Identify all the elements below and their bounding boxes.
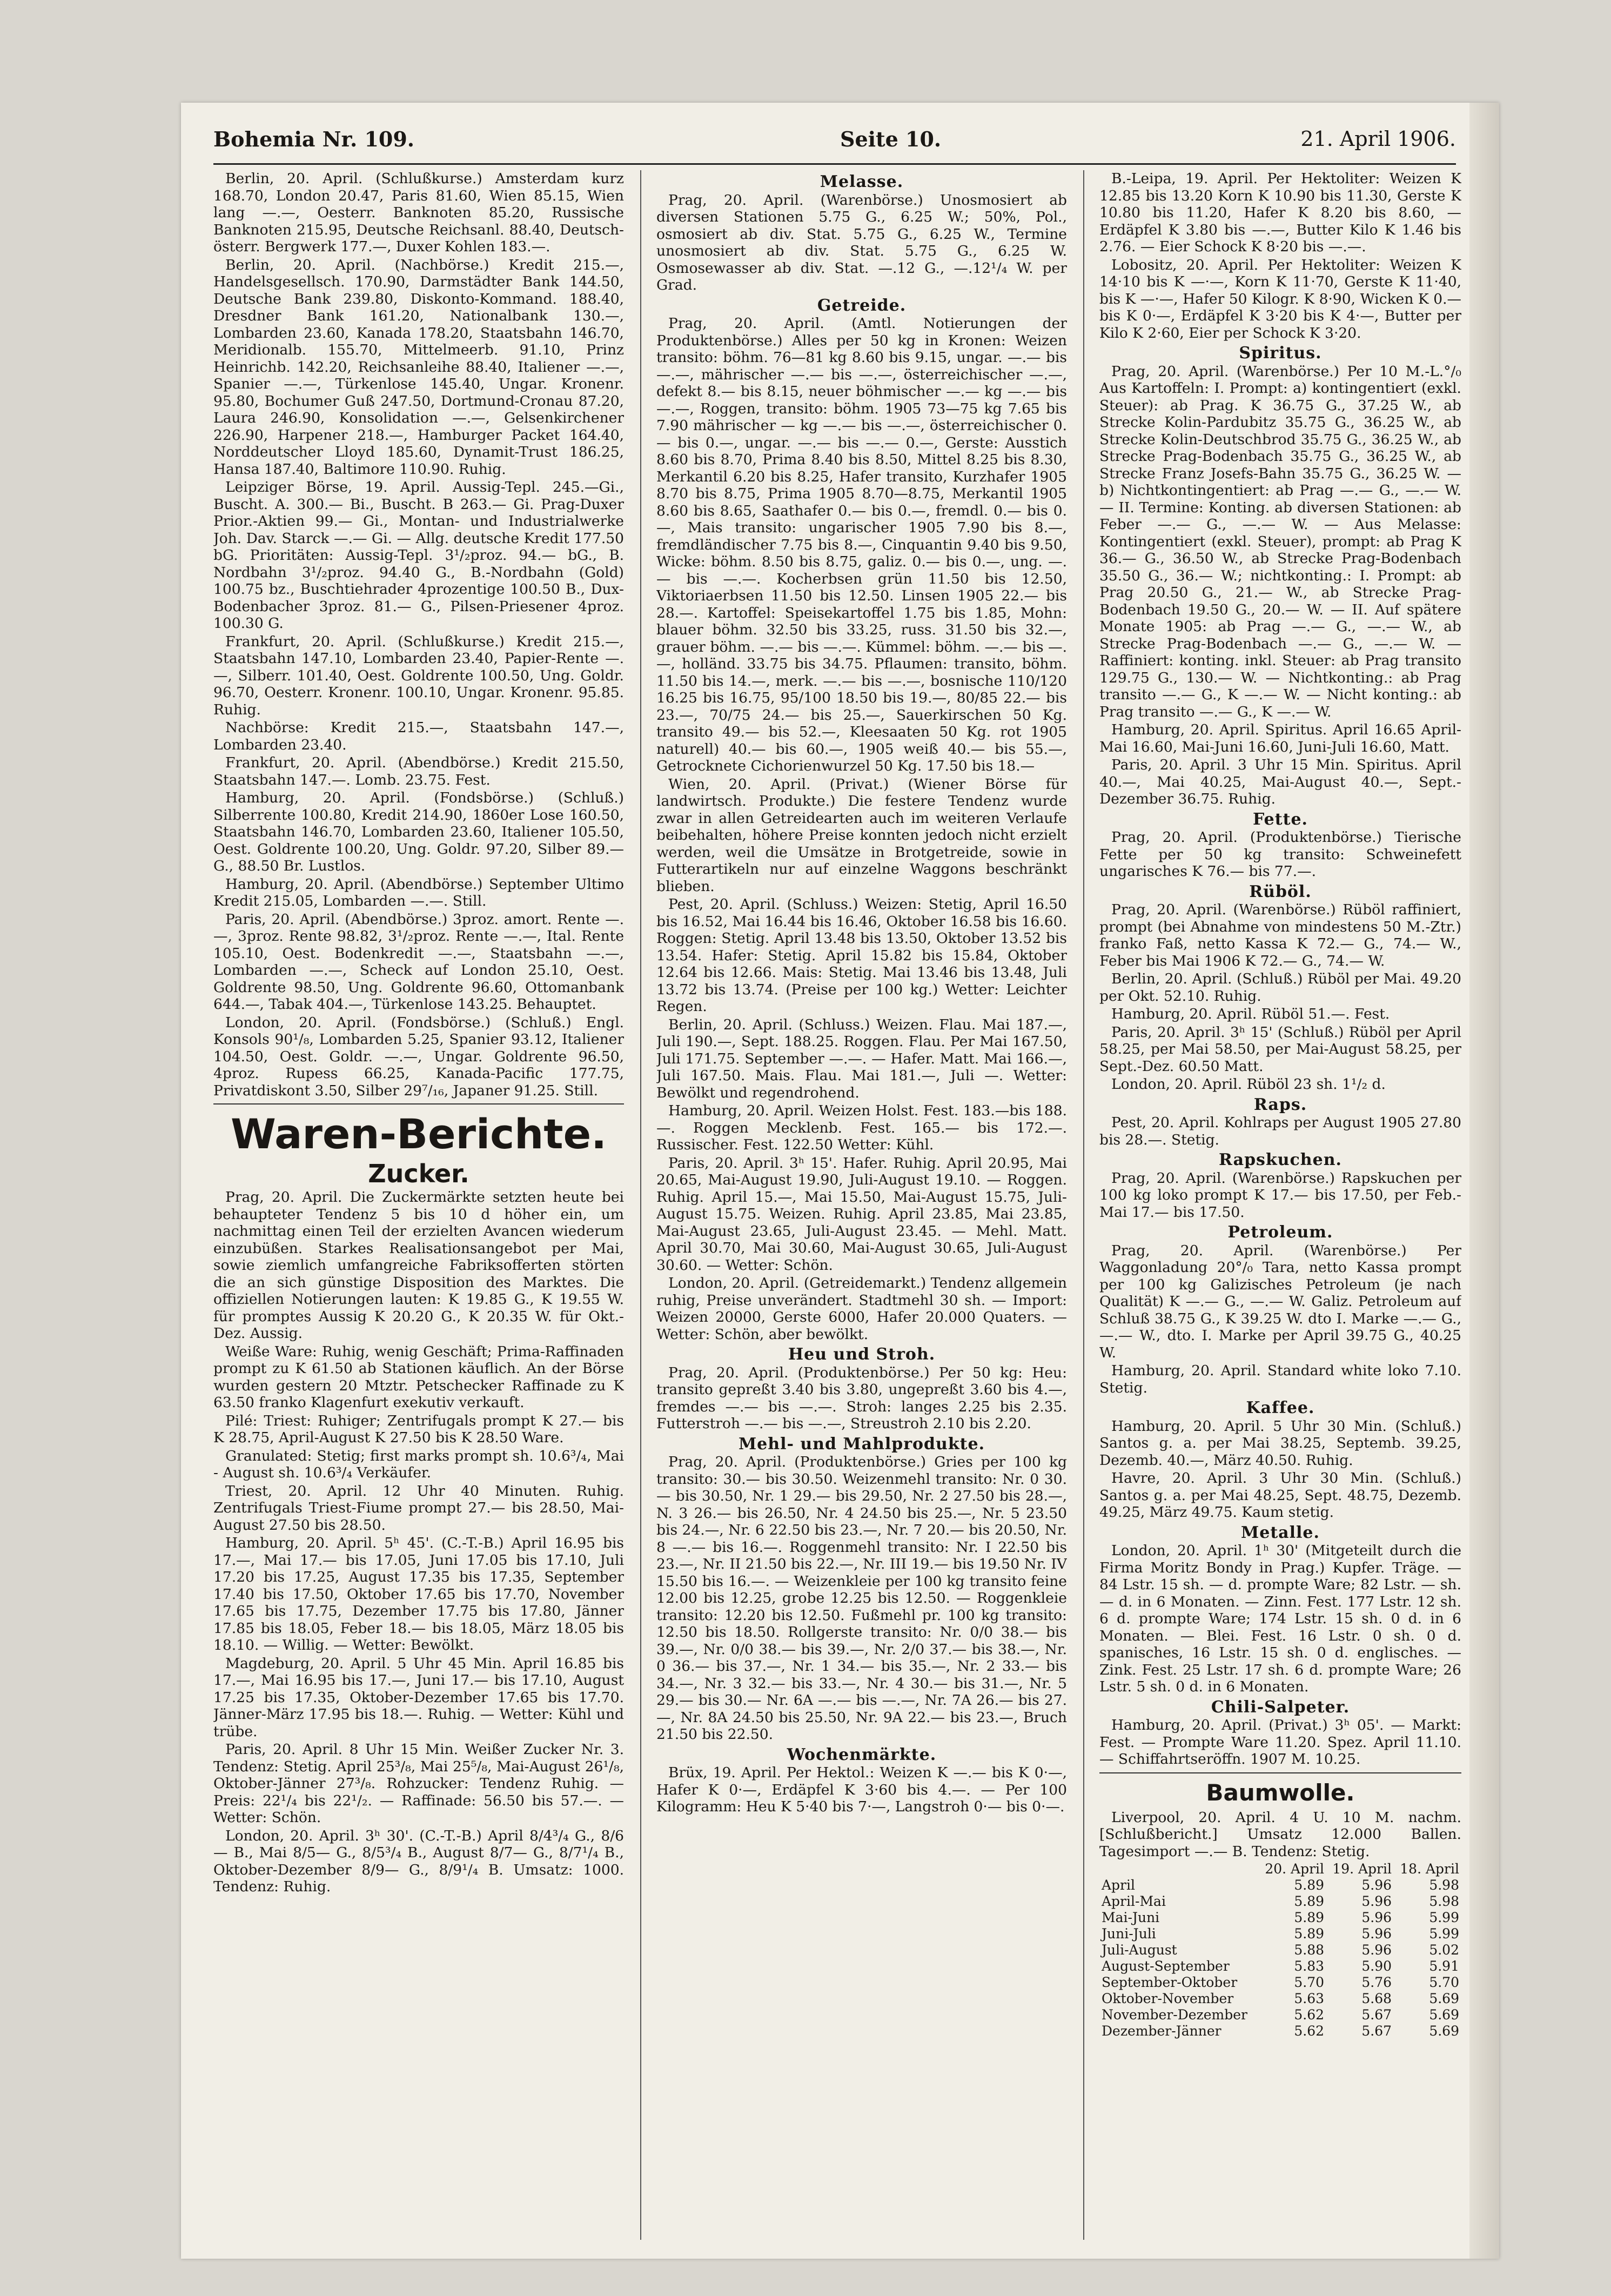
table-cell: 5.90 (1361, 1958, 1392, 1974)
table-cell: August-September (1102, 1958, 1230, 1974)
table-row (1099, 1958, 1461, 1974)
article-rueboel-london: London, 20. April. Rüböl 23 sh. 1¹/₂ d. (1111, 1076, 1386, 1093)
table-cell: 5.76 (1361, 1974, 1392, 1990)
section-title-waren-berichte: Waren-Berichte. (231, 1110, 607, 1158)
article-wochenmarkt-lobositz: Lobositz, 20. April. Per Hektoliter: Weizen K 14·10 bis K —·—, Korn K 11·70, Gerste K 11·40, bis K —·—, Hafer 50 Kilogr. K 8·90, Wicken K 0.— bis K 0·—, Erdäpfel K 3·20 bis K 4·—, Butter per Kilo K 2·60, Eier per Schock K 3·20. (1099, 256, 1461, 342)
table-row (1099, 1910, 1461, 1926)
article-getreide-wien: Wien, 20. April. (Privat.) (Wiener Börse für landwirtsch. Produkte.) Die festere Tendenz wurde zwar in allen Getreidearten auch im weiteren Verlaufe beibehalten, höhere Preise konnten jedoch nicht erzielt werden, weil die Umsätze in Brotgetreide, sowie in Futterartikeln nur auf einzelne Waggons beschränkt blieben. (656, 775, 1067, 895)
article-zucker-pile: Pilé: Triest: Ruhiger; Zentrifugals prompt K 27.— bis K 28.75, April-August K 27.50 bis K 28.50 Ware. (213, 1412, 624, 1446)
cotton-table-header (1099, 1861, 1461, 1877)
table-cell: 5.70 (1429, 1974, 1459, 1990)
table-cell: 5.98 (1429, 1877, 1459, 1893)
article-melasse-prag: Prag, 20. April. (Warenbörse.) Unosmosiert ab diversen Stationen 5.75 G., 6.25 W.; 50%, Pol., osmosiert ab div. Stat. 5.75 G., 6.25 W., Termine unosmosiert ab div. Stat. 5.75 G., 6.25 W. Osmosewasser ab div. Stat. —.12 G., —.12¹/₄ W. per Grad. (656, 191, 1067, 293)
article-rueboel-hamburg: Hamburg, 20. April. Rüböl 51.—. Fest. (1111, 1006, 1390, 1022)
table-cell: 5.96 (1361, 1893, 1392, 1909)
table-row (1099, 1991, 1461, 2007)
section-title-rapskuchen: Rapskuchen. (1219, 1150, 1342, 1169)
article-london-fondsboerse: London, 20. April. (Fondsbörse.) (Schluß.) Engl. Konsols 90¹/₈, Lombarden 5.25, Spanier 93.12, Italiener 104.50, Oest. Goldr. —.—, Ungar. Goldrente 96.50, 4proz. Rupess 66.25, Kanada-Pacific 177.75, Privatdiskont 3.50, Silber 29⁷/₁₆, Japaner 91.25. Still. (213, 1014, 624, 1099)
table-cell: 5.89 (1294, 1893, 1325, 1909)
table-cell: April (1102, 1877, 1135, 1893)
table-row (1099, 1926, 1461, 1942)
article-chili-hamburg: Hamburg, 20. April. (Privat.) 3ʰ 05'. — Markt: Fest. — Prompte Ware 11.20. Spez. April 11.10. — Schiffahrtseröffn. 1907 M. 10.25. (1099, 1717, 1461, 1768)
column-right (1099, 170, 1461, 2240)
article-petroleum-prag: Prag, 20. April. (Warenbörse.) Per Waggonladung 20°/₀ Tara, netto Kassa prompt per 100 kg Galizisches Petroleum (je nach Qualität) K —.— G., —.— W. Galiz. Petroleum auf Schluß 38.75 G., K 39.25 W. dto I. Marke —.— G., —.— W., dto. I. Marke per April 39.75 G., 40.25 W. (1099, 1242, 1461, 1361)
section-title-kaffee: Kaffee. (1246, 1398, 1315, 1417)
article-hamburg-abendboerse: Hamburg, 20. April. (Abendbörse.) September Ultimo Kredit 215.05, Lombarden —.—. Still. (213, 875, 624, 909)
article-heu-prag: Prag, 20. April. (Produktenbörse.) Per 50 kg: Heu: transito gepreßt 3.40 bis 3.80, ungepreßt 3.60 bis 4.—, fremdes —.— bis —.—. Stroh: langes 2.25 bis 2.35. Futterstroh —.— bis —.—, Streustroh 2.10 bis 2.20. (656, 1364, 1067, 1432)
newspaper-title: Bohemia Nr. 109. (213, 127, 415, 151)
table-cell: 5.89 (1294, 1910, 1325, 1925)
article-zucker-paris: Paris, 20. April. 8 Uhr 15 Min. Weißer Zucker Nr. 3. Tendenz: Stetig. April 25³/₈, Mai 25⁵/₈, Mai-August 26¹/₈, Oktober-Jänner 27³/₈. Rohzucker: Tendenz Ruhig. — Preis: 22¹/₄ bis 22¹/₂. — Raffinade: 56.50 bis 57.—. — Wetter: Schön. (213, 1741, 624, 1826)
table-cell: Juli-August (1102, 1942, 1177, 1958)
article-baumwolle-liverpool: Liverpool, 20. April. 4 U. 10 M. nachm. [Schlußbericht.] Umsatz 12.000 Ballen. Tagesimport —.— B. Tendenz: Stetig. (1099, 1809, 1461, 1860)
article-leipziger-boerse: Leipziger Börse, 19. April. Aussig-Tepl. 245.—Gi., Buscht. A. 300.— Bi., Buscht. B 263.— Gi. Prag-Duxer Prior.-Aktien 99.— Gi., Montan- und Industrialwerke Joh. Dav. Starck —.— Gi. — Allg. deutsche Kredit 177.50 bG. Prioritäten: Aussig-Tepl. 3¹/₂proz. 94.— bG., B. Nordbahn 3¹/₂proz. 94.40 G., B.-Nordbahn (Gold) 100.75 bz., Buschtiehrader 4prozentige 100.50 B., Dux-Bodenbacher 3proz. 81.— G., Pilsen-Priesener 4proz. 100.30 G. (213, 479, 624, 632)
column-left (213, 170, 624, 2240)
article-rueboel-berlin: Berlin, 20. April. (Schluß.) Rüböl per Mai. 49.20 per Okt. 52.10. Ruhig. (1099, 970, 1461, 1005)
table-cell: 5.67 (1361, 2007, 1392, 2023)
article-rapskuchen-prag: Prag, 20. April. (Warenbörse.) Rapskuchen per 100 kg loko prompt K 17.— bis 17.50, per Feb.-Mai 17.— bis 17.50. (1099, 1169, 1461, 1221)
table-cell: Dezember-Jänner (1102, 2023, 1221, 2039)
table-cell: 5.99 (1429, 1910, 1459, 1925)
article-mehl-prag: Prag, 20. April. (Produktenbörse.) Gries per 100 kg transito: 30.— bis 30.50. Weizenmehl transito: Nr. 0 30.— bis 30.50, Nr. 1 29.— bis 29.50, Nr. 2 27.50 bis 28.—, N. 3 26.— bis 26.50, Nr. 4 24.50 bis 25.—, Nr. 5 23.50 bis 24.—, Nr. 6 22.50 bis 23.—, Nr. 7 20.— bis 20.50, Nr. 8 —.— bis 16.—. Roggenmehl transito: Nr. I 22.50 bis 23.—, Nr. II 21.50 bis 22.—, Nr. III 19.— bis 19.50 Nr. IV 15.50 bis 16.—. — Weizenkleie per 100 kg transito feine 12.00 bis 12.25, grobe 12.25 bis 12.50. — Roggenkleie transito: 12.20 bis 12.50. Fußmehl pr. 100 kg transito: 12.50 bis 18.50. Rollgerste transito: Nr. 0/0 38.— bis 39.—, Nr. 0/0 38.— bis 39.—, Nr. 2/0 37.— bis 38.—, Nr. 0 36.— bis 37.—, Nr. 1 34.— bis 35.—, Nr. 2 33.— bis 34.—, Nr. 3 32.— bis 33.—, Nr. 4 30.— bis 31.—, Nr. 5 29.— bis 30.— Nr. 6A —.— bis —.—, Nr. 7A 26.— bis 27.—, Nr. 8A 24.50 bis 25.50, Nr. 9A 22.— bis 23.—, Bruch 21.50 bis 22.50. (656, 1454, 1067, 1743)
table-row (1099, 1893, 1461, 1910)
article-getreide-london: London, 20. April. (Getreidemarkt.) Tendenz allgemein ruhig, Preise unverändert. Stadtmehl 30 sh. — Import: Weizen 20000, Gerste 6000, Hafer 20.000 Quaters. — Wetter: Schön, aber bewölkt. (656, 1275, 1067, 1343)
section-rule (1099, 1772, 1461, 1773)
table-cell: 5.89 (1294, 1926, 1325, 1942)
header-rule (213, 163, 1456, 165)
article-spiritus-hamburg: Hamburg, 20. April. Spiritus. April 16.65 April-Mai 16.60, Mai-Juni 16.60, Juni-Juli 16.60, Matt. (1099, 721, 1461, 755)
table-cell: 5.68 (1361, 1991, 1392, 2006)
table-cell: 5.96 (1361, 1942, 1392, 1958)
table-cell: 5.69 (1429, 2007, 1459, 2023)
table-cell: 5.69 (1429, 2023, 1459, 2039)
article-frankfurt-schlusskurse: Frankfurt, 20. April. (Schlußkurse.) Kredit 215.—, Staatsbahn 147.10, Lombarden 23.40, Papier-Rente —.—, Silberr. 101.40, Oest. Goldrente 100.50, Ung. Goldr. 96.70, Oesterr. Kronenr. 100.10, Ungar. Kronenr. 95.85. Ruhig. (213, 633, 624, 718)
article-zucker-triest: Triest, 20. April. 12 Uhr 40 Minuten. Ruhig. Zentrifugals Triest-Fiume prompt 27.— bis 28.50, Mai-August 27.50 bis 28.50. (213, 1482, 624, 1534)
article-hamburg-fondsboerse: Hamburg, 20. April. (Fondsbörse.) (Schluß.) Silberrente 100.80, Kredit 214.90, 1860er Lose 160.50, Staatsbahn 146.70, Lombarden 23.60, Italiener 105.50, Oest. Goldrente 100.20, Ung. Goldr. 97.20, Silber 89.— G., 88.50 Br. Lustlos. (213, 789, 624, 874)
article-wochenmarkt-bruex: Brüx, 19. April. Per Hektol.: Weizen K —.— bis K 0·—, Hafer K 0·—, Erdäpfel K 3·60 bis 4.—. — Per 100 Kilogramm: Heu K 5·40 bis 7·—, Langstroh 0·— bis 0·—. (656, 1764, 1067, 1815)
section-title-wochenmaerkte: Wochenmärkte. (787, 1745, 937, 1764)
cotton-table-header-cell: 19. April (1332, 1861, 1392, 1877)
table-cell: 5.98 (1429, 1893, 1459, 1909)
table-cell: April-Mai (1102, 1893, 1166, 1909)
article-berlin-nachboerse: Berlin, 20. April. (Nachbörse.) Kredit 215.—, Handelsgesellsch. 170.90, Darmstädter Bank 144.50, Deutsche Bank 239.80, Diskonto-Kommand. 188.40, Dresdner Bank 161.20, Nationalbank 130.—, Lombarden 23.60, Kanada 178.20, Staatsbahn 146.70, Meridionalb. 155.70, Mittelmeerb. 91.10, Prinz Heinrichb. 142.20, Reichsanleihe 88.40, Italiener —.—, Spanier —.—, Türkenlose 145.40, Ungar. Kronenr. 95.80, Bochumer Guß 247.50, Dortmund-Cronau 87.20, Laura 246.90, Konsolidation —.—, Gelsenkirchener 226.90, Harpener 218.—, Hamburger Packet 164.40, Norddeutscher Lloyd 185.60, Dynamit-Trust 186.25, Hansa 187.40, Baltimore 110.90. Ruhig. (213, 256, 624, 478)
table-cell: Mai-Juni (1102, 1910, 1160, 1925)
table-row (1099, 1942, 1461, 1958)
article-frankfurt-nachboerse: Nachbörse: Kredit 215.—, Staatsbahn 147.—, Lombarden 23.40. (213, 719, 624, 753)
article-getreide-berlin: Berlin, 20. April. (Schluss.) Weizen. Flau. Mai 187.—, Juli 190.—, Sept. 188.25. Roggen. Flau. Per Mai 167.50, Juli 171.75. September —.—. — Hafer. Matt. Mai 166.—, Juli 167.50. Mais. Flau. Mai 181.—, Juli —. Wetter: Bewölkt und regendrohend. (656, 1016, 1067, 1101)
table-cell: 5.88 (1294, 1942, 1325, 1958)
section-subtitle-zucker: Zucker. (368, 1159, 469, 1188)
table-cell: Juni-Juli (1102, 1926, 1156, 1942)
table-cell: 5.62 (1294, 2023, 1325, 2039)
page-gutter (1469, 103, 1499, 2259)
article-zucker-hamburg: Hamburg, 20. April. 5ʰ 45'. (C.-T.-B.) April 16.95 bis 17.—, Mai 17.— bis 17.05, Juni 17.05 bis 17.10, Juli 17.20 bis 17.25, August 17.35 bis 17.35, September 17.40 bis 17.50, Oktober 17.65 bis 17.70, November 17.65 bis 17.75, Dezember 17.75 bis 17.80, Jänner 17.85 bis 18.05, Feber 18.— bis 18.05, März 18.05 bis 18.10. — Willig. — Wetter: Bewölkt. (213, 1535, 624, 1654)
section-title-melasse: Melasse. (820, 172, 904, 191)
table-cell: 5.96 (1361, 1877, 1392, 1893)
table-cell: 5.02 (1429, 1942, 1459, 1958)
table-cell: November-Dezember (1102, 2007, 1248, 2023)
table-cell: 5.91 (1429, 1958, 1459, 1974)
cotton-table-header-cell: 18. April (1400, 1861, 1459, 1877)
article-spiritus-paris: Paris, 20. April. 3 Uhr 15 Min. Spiritus. April 40.—, Mai 40.25, Mai-August 40.—, Sept.-Dezember 36.75. Ruhig. (1099, 757, 1461, 807)
cotton-price-table (1099, 1861, 1461, 2039)
table-cell: 5.89 (1294, 1877, 1325, 1893)
page-number: Seite 10. (840, 127, 942, 151)
article-getreide-prag: Prag, 20. April. (Amtl. Notierungen der Produktenbörse.) Alles per 50 kg in Kronen: Weizen transito: böhm. 76—81 kg 8.60 bis 9.15, ungar. —.— bis —.—, mährischer —.— bis —.—, österreichischer —.—, defekt 8.— bis 8.15, neuer böhmischer —.— kg —.— bis —.—, Roggen, transito: böhm. 1905 73—75 kg 7.65 bis 7.90 mährischer — kg —.— bis —.—, österreichischer 0.— bis 0.—, ungar. —.— bis —.— 0.—, Gerste: Ausstich 8.60 bis 8.70, Prima 8.40 bis 8.50, Mittel 8.25 bis 8.30, Merkantil 6.20 bis 8.25, Hafer transito, Kurzhafer 1905 8.70 bis 8.75, Prima 1905 8.70—8.75, Merkantil 1905 8.60 bis 8.65, Saathafer 0.— bis 0.—, fremdl. 0.— bis 0.—, Mais transito: ungarischer 1905 7.90 bis 8.—, fremdländischer 7.75 bis 8.—, Cinquantin 9.40 bis 9.50, Wicke: böhm. 8.50 bis 8.75, galiz. 0.— bis 0.—, ung. —.— bis —.—. Kocherbsen grün 11.50 bis 12.50, Viktoriaerbsen 11.50 bis 12.50. Linsen 1905 22.— bis 28.—. Kartoffel: Speisekartoffel 1.75 bis 1.85, Mohn: blauer böhm. 32.50 bis 33.25, russ. 31.50 bis 32.—, grauer böhm. —.— bis —.—. Kümmel: böhm. —.— bis —.—, holländ. 33.75 bis 34.75. Pflaumen: transito, böhm. 11.50 bis 14.—, merk. —.— bis —.—, bosnische 110/120 16.25 bis 16.75, 95/100 18.50 bis 19.—, 80/85 22.— bis 23.—, 70/75 24.— bis 25.—, Sauerkirschen 50 Kg. transito 49.— bis 52.—, Kleesaaten 50 Kg. rot 1905 naturell) 40.— bis 60.—, 1905 weiß 40.— bis 55.—, Getrocknete Cichorienwurzel 50 Kg. 17.50 bis 18.— (656, 315, 1067, 774)
column-divider (640, 170, 641, 2240)
section-title-mehl: Mehl- und Mahlprodukte. (738, 1434, 985, 1454)
table-row (1099, 2007, 1461, 2023)
column-divider (1083, 170, 1084, 2240)
article-zucker-granulated: Granulated: Stetig; first marks prompt sh. 10.6³/₄, Mai - August sh. 10.6³/₄ Verkäufer. (213, 1447, 624, 1481)
issue-date: 21. April 1906. (1300, 127, 1456, 151)
cotton-table-header-cell (1099, 1861, 1259, 1877)
table-cell: 5.70 (1294, 1974, 1325, 1990)
newspaper-page (181, 103, 1499, 2259)
article-raps-pest: Pest, 20. April. Kohlraps per August 1905 27.80 bis 28.—. Stetig. (1099, 1114, 1461, 1148)
article-getreide-pest: Pest, 20. April. (Schluss.) Weizen: Stetig, April 16.50 bis 16.52, Mai 16.44 bis 16.46, Oktober 16.58 bis 16.60. Roggen: Stetig. April 13.48 bis 13.50, Oktober 13.52 bis 13.54. Hafer: Stetig. April 15.82 bis 15.84, Oktober 12.64 bis 12.66. Mais: Stetig. Mai 13.46 bis 13.48, Juli 13.72 bis 13.74. (Preise per 100 kg.) Wetter: Leichter Regen. (656, 896, 1067, 1015)
table-cell: 5.83 (1294, 1958, 1325, 1974)
article-rueboel-paris: Paris, 20. April. 3ʰ 15' (Schluß.) Rüböl per April 58.25, per Mai 58.50, per Mai-August 58.25, per Sept.-Dez. 60.50 Matt. (1099, 1023, 1461, 1075)
cotton-table-body (1099, 1877, 1461, 2039)
table-cell: September-Oktober (1102, 1974, 1238, 1990)
article-berlin-schlusskurse: Berlin, 20. April. (Schlußkurse.) Amsterdam kurz 168.70, London 20.47, Paris 81.60, Wien 85.15, Wien lang —.—, Oesterr. Banknoten 85.20, Russische Banknoten 215.95, Deutsche Reichsanl. 88.40, Deutsch-österr. Bergwerk 177.—, Duxer Kohlen 183.—. (213, 170, 624, 255)
article-zucker-prag: Prag, 20. April. Die Zuckermärkte setzten heute bei behaupteter Tendenz 5 bis 10 d höher ein, um nachmittag einen Teil der erzielten Avancen wiederum einzubüßen. Starkes Realisationsangebot per Mai, sowie ziemlich umfangreiche Fabriksofferten störten die an sich günstige Disposition des Marktes. Die offiziellen Notierungen lauten: K 19.85 G., K 19.55 W. für promptes Aussig K 20.20 G., K 20.35 W. für Okt.-Dez. Aussig. (213, 1189, 624, 1342)
table-cell: 5.67 (1361, 2023, 1392, 2039)
article-getreide-hamburg: Hamburg, 20. April. Weizen Holst. Fest. 183.—bis 188.—. Roggen Mecklenb. Fest. 165.— bis 172.—. Russischer. Fest. 122.50 Wetter: Kühl. (656, 1102, 1067, 1153)
article-zucker-weisse-ware: Weiße Ware: Ruhig, wenig Geschäft; Prima-Raffinaden prompt zu K 61.50 ab Stationen käuflich. An der Börse wurden gestern 20 Mtztr. Petschecker Raffinade zu K 63.50 franko Klagenfurt exekutiv verkauft. (213, 1343, 624, 1411)
article-kaffee-hamburg: Hamburg, 20. April. 5 Uhr 30 Min. (Schluß.) Santos g. a. per Mai 38.25, Septemb. 39.25, Dezemb. 40.—, März 40.50. Ruhig. (1099, 1417, 1461, 1469)
article-getreide-paris: Paris, 20. April. 3ʰ 15'. Hafer. Ruhig. April 20.95, Mai 20.65, Mai-August 19.90, Juli-August 19.10. — Roggen. Ruhig. April 15.—, Mai 15.50, Mai-August 15.75, Juli-August 15.75. Weizen. Ruhig. April 23.85, Mai 23.85, Mai-August 23.65, Juli-August 23.45. — Mehl. Matt. April 30.70, Mai 30.60, Mai-August 30.65, Juli-August 30.60. — Wetter: Schön. (656, 1154, 1067, 1274)
article-spiritus-prag: Prag, 20. April. (Warenbörse.) Per 10 M.-L.°/₀ Aus Kartoffeln: I. Prompt: a) kontingentiert (exkl. Steuer): ab Prag. K 36.75 G., 37.25 W., ab Strecke Kolin-Pardubitz 35.75 G., 36.25 W., ab Strecke Kolin-Deutschbrod 35.75 G., 36.25 W., ab Strecke Prag-Bodenbach 35.75 G., 36.25 W., ab Strecke Franz Josefs-Bahn 35.75 G., 36.25 W. — b) Nichtkontingentiert: ab Prag —.— G., —.— W. — II. Termine: Konting. ab diversen Stationen: ab Feber —.— G., —.— W. — Aus Melasse: Kontingentiert (exkl. Steuer), prompt: ab Prag K 36.— G., 36.50 W., ab Strecke Prag-Bodenbach 35.50 G., 36.— W.; nichtkonting.: I. Prompt: ab Prag 20.50 G., 21.— W., ab Strecke Prag-Bodenbach 19.50 G., 20.— W. — II. Auf spätere Monate 1905: ab Prag —.— G., —.— W., ab Strecke Prag-Bodenbach —.— G., —.— W. — Raffiniert: konting. inkl. Steuer: ab Prag transito 129.75 G., 130.— W. — Nichtkonting.: ab Prag transito —.— G., K —.— W. — Nicht konting.: ab Prag transito —.— G., K —.— W. (1099, 363, 1461, 720)
section-rule (213, 1103, 624, 1105)
article-kaffee-havre: Havre, 20. April. 3 Uhr 30 Min. (Schluß.) Santos g. a. per Mai 48.25, Sept. 48.75, Dezemb. 49.25, März 49.75. Kaum stetig. (1099, 1470, 1461, 1521)
article-petroleum-hamburg: Hamburg, 20. April. Standard white loko 7.10. Stetig. (1099, 1362, 1461, 1396)
page-header (213, 122, 1456, 159)
table-row (1099, 1877, 1461, 1893)
table-cell: 5.96 (1361, 1910, 1392, 1925)
table-cell: 5.96 (1361, 1926, 1392, 1942)
table-cell: 5.63 (1294, 1991, 1325, 2006)
section-title-getreide: Getreide. (817, 296, 907, 315)
table-row (1099, 1974, 1461, 1991)
section-title-raps: Raps. (1253, 1095, 1307, 1114)
table-cell: 5.69 (1429, 1991, 1459, 2006)
article-zucker-london: London, 20. April. 3ʰ 30'. (C.-T.-B.) April 8/4³/₄ G., 8/6— B., Mai 8/5— G., 8/5³/₄ B., August 8/7— G., 8/7¹/₄ B., Oktober-Dezember 8/9— G., 8/9¹/₄ B. Umsatz: 1000. Tendenz: Ruhig. (213, 1827, 624, 1895)
table-cell: 5.99 (1429, 1926, 1459, 1942)
table-row (1099, 2023, 1461, 2039)
section-title-heu-stroh: Heu und Stroh. (788, 1345, 936, 1364)
article-paris-abendboerse: Paris, 20. April. (Abendbörse.) 3proz. amort. Rente —.—, 3proz. Rente 98.82, 3¹/₂proz. Rente —.—, Ital. Rente 105.10, Oest. Bodenkredit —.—, Staatsbahn —.—, Lombarden —.—, Scheck auf London 25.10, Oest. Goldrente 98.50, Ung. Goldrente 96.60, Ottomanbank 644.—, Tabak 404.—, Türkenlose 143.25. Behauptet. (213, 911, 624, 1013)
section-title-rueboel: Rüböl. (1249, 882, 1312, 901)
table-cell: Oktober-November (1102, 1991, 1234, 2006)
section-title-spiritus: Spiritus. (1239, 344, 1322, 363)
section-title-chili-salpeter: Chili-Salpeter. (1211, 1697, 1350, 1717)
article-fette-prag: Prag, 20. April. (Produktenbörse.) Tierische Fette per 50 kg transito: Schweinefett ungarisches K 76.— bis 77.—. (1099, 829, 1461, 880)
article-zucker-magdeburg: Magdeburg, 20. April. 5 Uhr 45 Min. April 16.85 bis 17.—, Mai 16.95 bis 17.—, Juni 17.— bis 17.10, August 17.25 bis 17.35, Oktober-Dezember 17.65 bis 17.70. Jänner-März 17.95 bis 18.—. Ruhig. — Wetter: Kühl und trübe. (213, 1655, 624, 1740)
article-rueboel-prag: Prag, 20. April. (Warenbörse.) Rüböl raffiniert, prompt (bei Abnahme von mindestens 50 M.-Ztr.) franko Faß, netto Kassa K 72.— G., 74.— W., Feber bis Mai 1906 K 72.— G., 74.— W. (1099, 901, 1461, 969)
article-frankfurt-abendboerse: Frankfurt, 20. April. (Abendbörse.) Kredit 215.50, Staatsbahn 147.—. Lomb. 23.75. Fest. (213, 754, 624, 788)
table-cell: 5.62 (1294, 2007, 1325, 2023)
article-wochenmarkt-leipa: B.-Leipa, 19. April. Per Hektoliter: Weizen K 12.85 bis 13.20 Korn K 10.90 bis 11.30, Gerste K 10.80 bis 11.20, Hafer K 8.20 bis 8.60, — Erdäpfel K 3.80 bis —.—, Butter Kilo K 1.46 bis 2.76. — Eier Schock K 8·20 bis —.—. (1099, 170, 1461, 255)
section-title-baumwolle: Baumwolle. (1206, 1779, 1355, 1806)
section-title-metalle: Metalle. (1241, 1523, 1320, 1542)
article-metalle-london: London, 20. April. 1ʰ 30' (Mitgeteilt durch die Firma Moritz Bondy in Prag.) Kupfer. Träge. — 84 Lstr. 15 sh. — d. prompte Ware; 82 Lstr. — sh. — d. in 6 Monaten. — Zinn. Fest. 177 Lstr. 12 sh. 6 d. prompte Ware; 174 Lstr. 15 sh. 0 d. in 6 Monaten. — Blei. Fest. 16 Lstr. 0 sh. 0 d. spanisches, 16 Lstr. 15 sh. 0 d. englisches. — Zink. Fest. 25 Lstr. 17 sh. 6 d. prompte Ware; 26 Lstr. 5 sh. 0 d. in 6 Monaten. (1099, 1542, 1461, 1695)
column-middle (656, 170, 1067, 2240)
section-title-fette: Fette. (1253, 809, 1308, 829)
cotton-table-header-cell: 20. April (1265, 1861, 1325, 1877)
section-title-petroleum: Petroleum. (1227, 1223, 1333, 1242)
